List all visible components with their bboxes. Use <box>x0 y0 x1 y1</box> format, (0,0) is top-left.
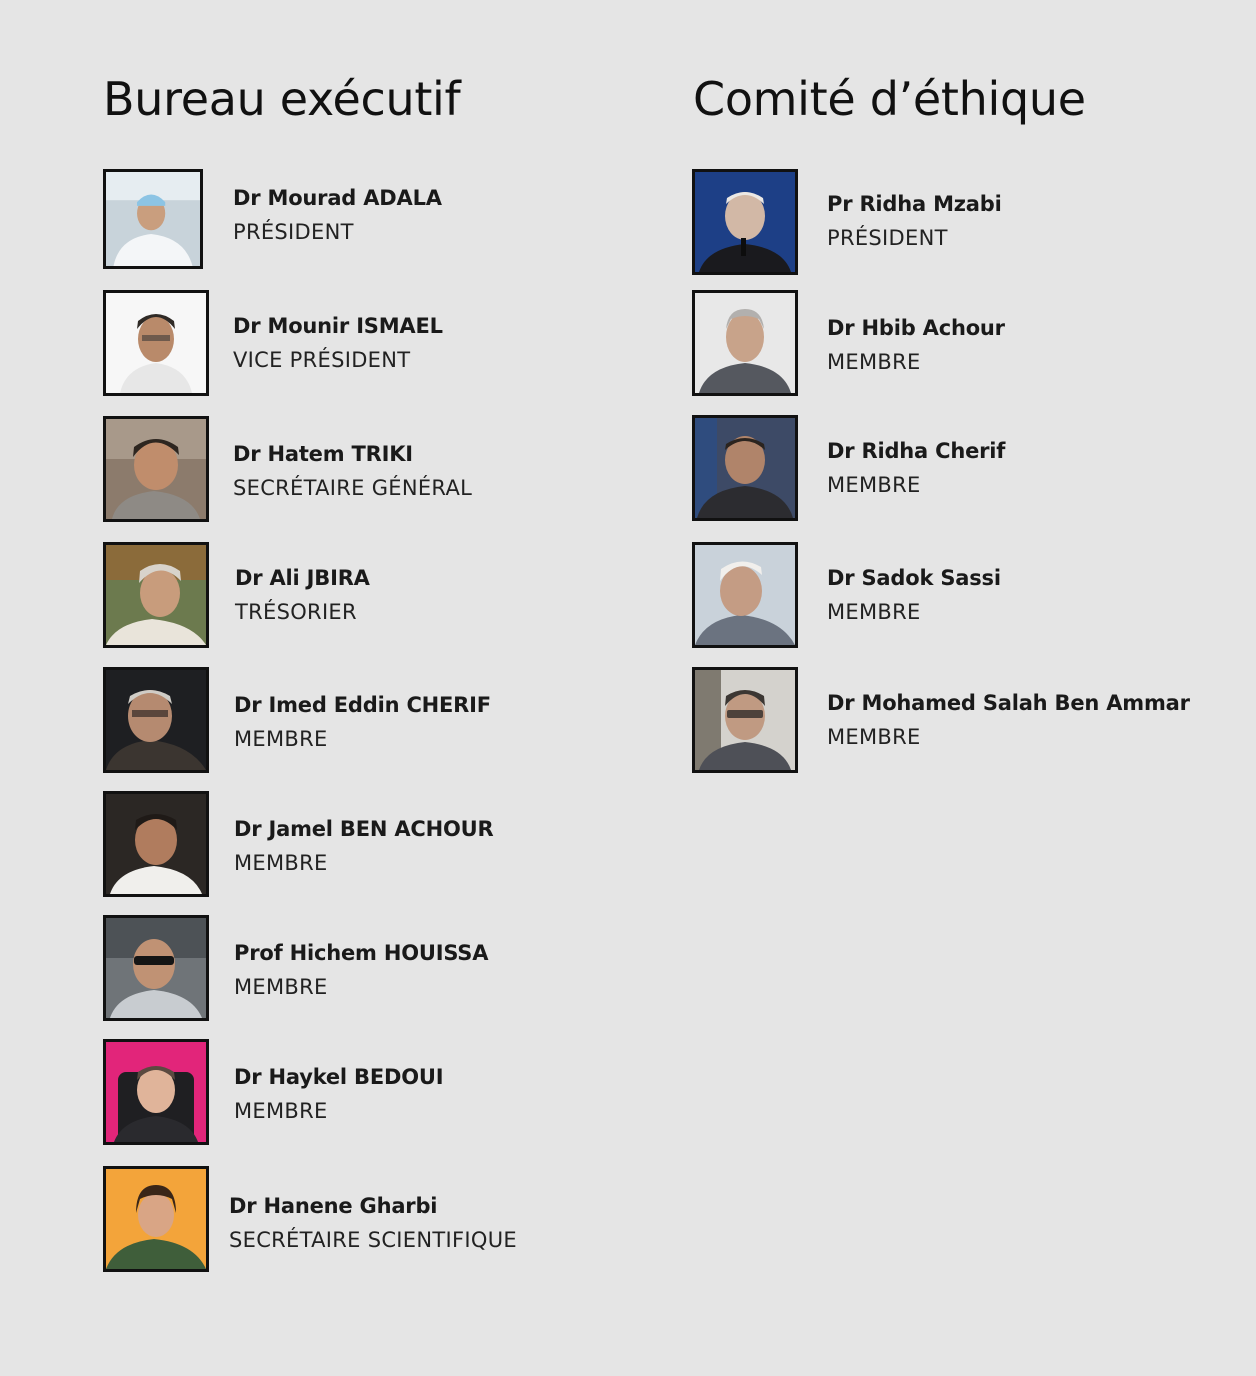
member-role: TRÉSORIER <box>235 600 357 624</box>
member-role: MEMBRE <box>234 975 328 999</box>
member-name: Dr Mourad ADALA <box>233 186 442 210</box>
member-name: Dr Ali JBIRA <box>235 566 370 590</box>
member-photo <box>103 416 209 522</box>
member-role: VICE PRÉSIDENT <box>233 348 411 372</box>
member-name: Dr Mounir ISMAEL <box>233 314 443 338</box>
member-photo <box>103 667 209 773</box>
member-photo <box>103 1039 209 1145</box>
member-role: PRÉSIDENT <box>827 226 948 250</box>
member-name: Dr Hanene Gharbi <box>229 1194 438 1218</box>
member-role: MEMBRE <box>827 725 921 749</box>
member-name: Dr Haykel BEDOUI <box>234 1065 444 1089</box>
member-role: MEMBRE <box>827 350 921 374</box>
member-role: SECRÉTAIRE GÉNÉRAL <box>233 476 473 500</box>
member-role: MEMBRE <box>234 727 328 751</box>
member-role: MEMBRE <box>234 851 328 875</box>
member-role: MEMBRE <box>827 600 921 624</box>
member-name: Dr Imed Eddin CHERIF <box>234 693 491 717</box>
member-name: Prof Hichem HOUISSA <box>234 941 489 965</box>
member-role: PRÉSIDENT <box>233 220 354 244</box>
member-photo <box>692 415 798 521</box>
member-role: MEMBRE <box>827 473 921 497</box>
member-photo <box>692 290 798 396</box>
member-photo <box>103 542 209 648</box>
member-role: SECRÉTAIRE SCIENTIFIQUE <box>229 1228 517 1252</box>
member-photo <box>103 169 203 269</box>
member-photo <box>692 169 798 275</box>
member-name: Pr Ridha Mzabi <box>827 192 1002 216</box>
member-name: Dr Hatem TRIKI <box>233 442 413 466</box>
member-photo <box>692 542 798 648</box>
member-name: Dr Sadok Sassi <box>827 566 1001 590</box>
bureau-executif-heading: Bureau exécutif <box>103 72 461 126</box>
member-photo <box>103 290 209 396</box>
comite-ethique-heading: Comité d’éthique <box>693 72 1086 126</box>
member-photo <box>103 791 209 897</box>
member-name: Dr Jamel BEN ACHOUR <box>234 817 494 841</box>
member-name: Dr Mohamed Salah Ben Ammar <box>827 691 1190 715</box>
member-photo <box>103 1166 209 1272</box>
member-name: Dr Ridha Cherif <box>827 439 1006 463</box>
member-name: Dr Hbib Achour <box>827 316 1005 340</box>
member-photo <box>692 667 798 773</box>
member-photo <box>103 915 209 1021</box>
member-role: MEMBRE <box>234 1099 328 1123</box>
